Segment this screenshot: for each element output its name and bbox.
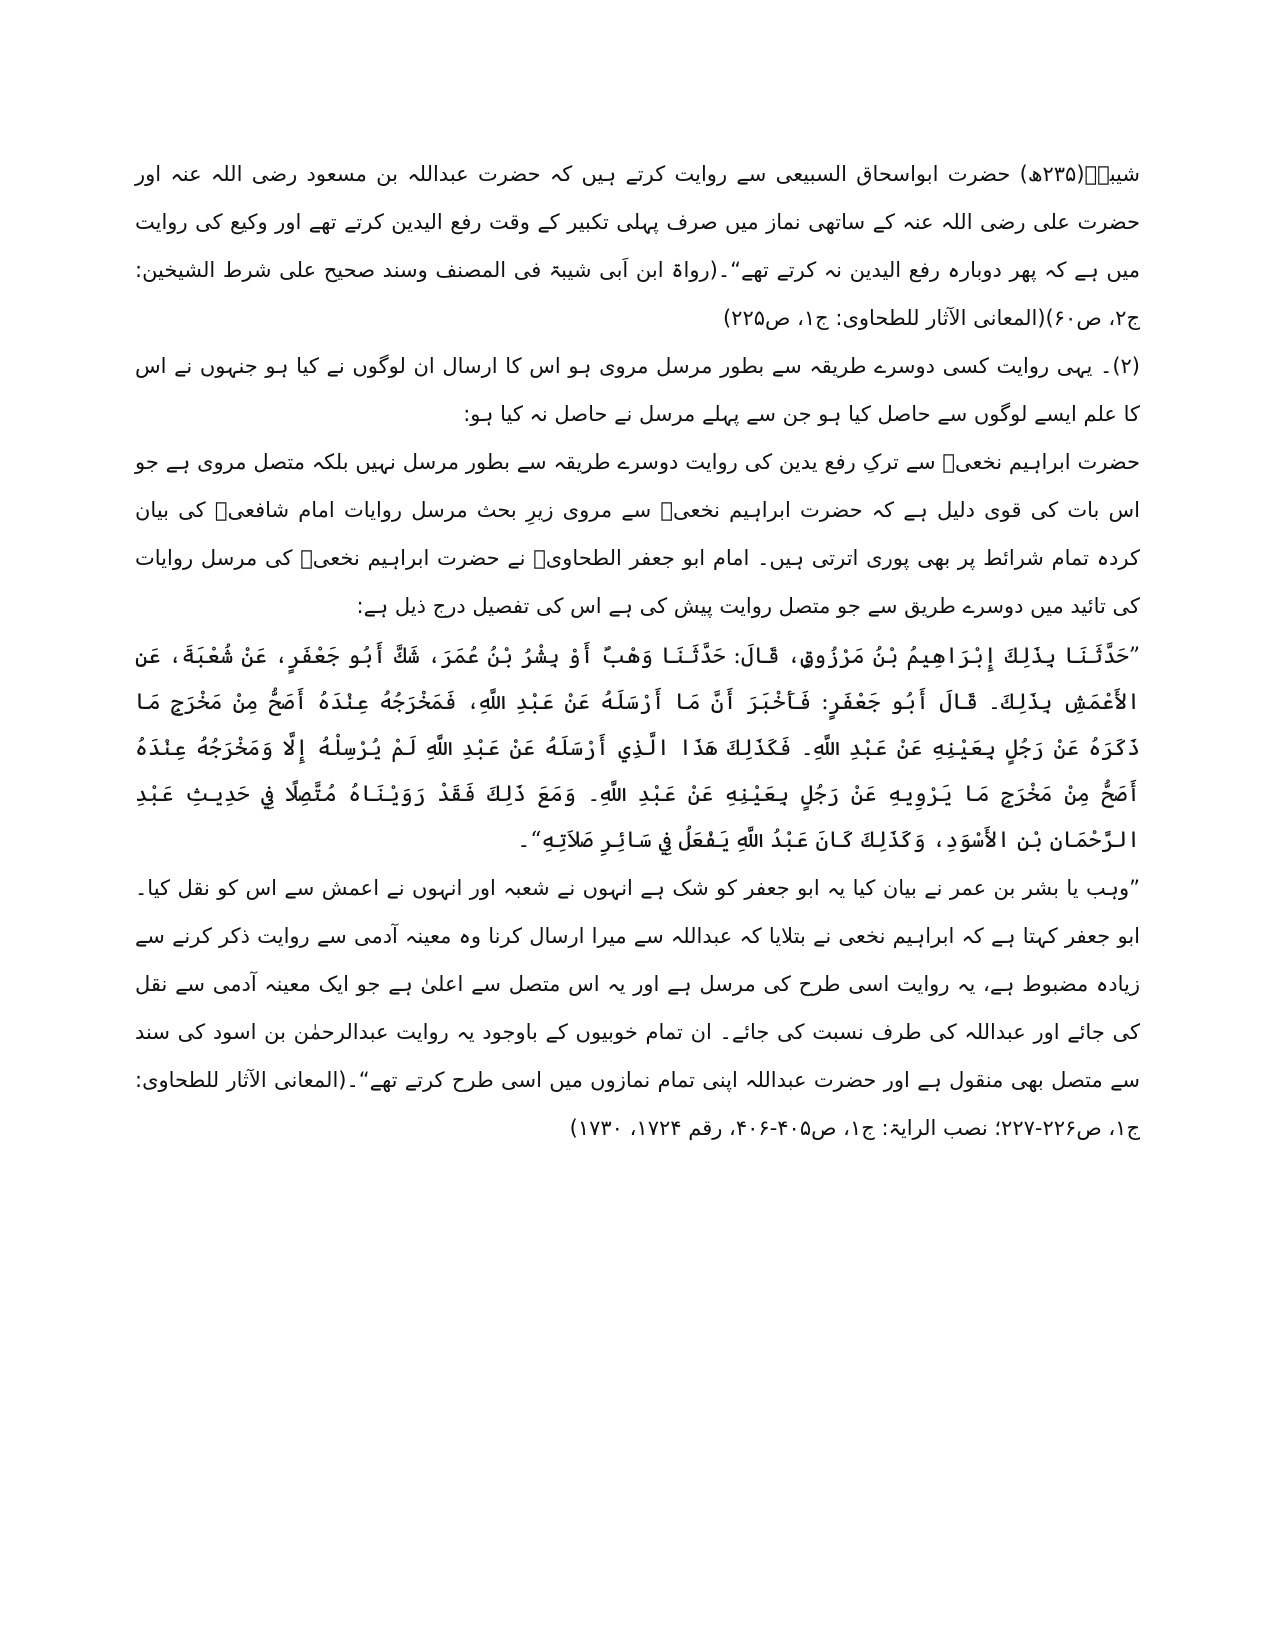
paragraph-ibrahim-nakhai: حضرت ابراہیم نخعیؒ سے ترکِ رفع یدین کی روایت دوسرے طریقہ سے بطور مرسل نہیں بلکہ متصل مروی ہے جو اس بات کی قوی دلیل ہے کہ حضرت ابراہیم نخعیؒ سے مروی زیرِ بحث مرسل روایات امام شافعیؒ کی بیان کردہ تمام شرائط پر بھی پوری اترتی ہیں۔ امام ابو جعفر الطحاویؒ نے حضرت ابراہیم نخعیؒ کی مرسل روایات کی تائید میں دوسرے طریق سے جو متصل روایت پیش کی ہے اس کی تفصیل درج ذیل ہے: <box>135 450 1140 618</box>
paragraph-urdu-translation: ”وہب یا بشر بن عمر نے بیان کیا یہ ابو جعفر کو شک ہے انہوں نے شعبہ اور انہوں نے اعمش سے اس کو نقل کیا۔ ابو جعفر کہتا ہے کہ ابراہیم نخعی نے بتلایا کہ عبداللہ سے میرا ارسال کرنا وہ معینہ آدمی سے روایت ذکر کرنے سے زیادہ مضبوط ہے، یہ روایت اسی طرح کی مرسل ہے اور یہ اس متصل سے اعلیٰ ہے جو ایک معینہ آدمی سے نقل کی جائے اور عبداللہ کی طرف نسبت کی جائے۔ ان تمام خوبیوں کے باوجود یہ روایت عبدالرحمٰن بن اسود کی سند سے متصل بھی منقول ہے اور حضرت عبداللہ اپنی تمام نمازوں میں اسی طرح کرتے تھے“۔(المعانی الآثار للطحاوی: ج۱، ص۲۲۶-۲۲۷؛ نصب الرایۃ: ج۱، ص۴۰۵-۴۰۶، رقم ۱۷۲۴، ۱۷۳۰) <box>135 876 1140 1140</box>
paragraph-ibn-abi-shaiba: شیبہؒ(۲۳۵ھ) حضرت ابواسحاق السبیعی سے روایت کرتے ہیں کہ حضرت عبداللہ بن مسعود رضی اللہ عنہ اور حضرت علی رضی اللہ عنہ کے ساتھی نماز میں صرف پہلی تکبیر کے وقت رفع الیدین کرتے تھے اور وکیع کی روایت میں ہے کہ پھر دوبارہ رفع الیدین نہ کرتے تھے“۔(رواۃ ابن اَبی شیبۃ فی المصنف وسند صحیح علی شرط الشیخین: ج۲، ص۶۰)(المعانی الآثار للطحاوی: ج۱، ص۲۲۵) <box>135 162 1140 330</box>
document-page <box>135 150 1140 1152</box>
paragraph-mursal-condition: (۲)۔ یہی روایت کسی دوسرے طریقہ سے بطور مرسل مروی ہو اس کا ارسال ان لوگوں نے کیا ہو جنہوں نے اس کا علم ایسے لوگوں سے حاصل کیا ہو جن سے پہلے مرسل نے حاصل نہ کیا ہو: <box>135 354 1140 426</box>
arabic-hadith-quote: ”حَدَّثَنَا بِذَلِكَ إِبْرَاهِيمُ بْنُ مَرْزُوقٍ، قَالَ: حَدَّثَنَا وَهْبٌ أَوْ بِشْرُ بْنُ عُمَرَ، شَكَّ أَبُو جَعْفَرٍ، عَنْ شُعْبَةَ، عَنِ الأَعْمَشِ بِذَلِكَ۔ قَالَ أَبُو جَعْفَرٍ: فَأَخْبَرَ أَنَّ مَا أَرْسَلَهُ عَنْ عَبْدِ اللَّهِ، فَمَخْرَجُهُ عِنْدَهُ أَصَحُّ مِنْ مَخْرَجِ مَا ذَكَرَهُ عَنْ رَجُلٍ بِعَيْنِهِ عَنْ عَبْدِ اللَّهِ۔ فَكَذَلِكَ هَذَا الَّذِي أَرْسَلَهُ عَنْ عَبْدِ اللَّهِ لَمْ يُرْسِلْهُ إِلَّا وَمَخْرَجُهُ عِنْدَهُ أَصَحُّ مِنْ مَخْرَجِ مَا يَرْوِيهِ عَنْ رَجُلٍ بِعَيْنِهِ عَنْ عَبْدِ اللَّهِ۔ وَمَعَ ذَلِكَ فَقَدْ رَوَيْنَاهُ مُتَّصِلًا فِي حَدِيثِ عَبْدِ الرَّحْمَانِ بْنِ الأَسْوَدِ، وَكَذَلِكَ كَانَ عَبْدُ اللَّهِ يَفْعَلُ فِي سَائِرِ صَلاَتِهِ“۔ <box>135 644 1140 853</box>
